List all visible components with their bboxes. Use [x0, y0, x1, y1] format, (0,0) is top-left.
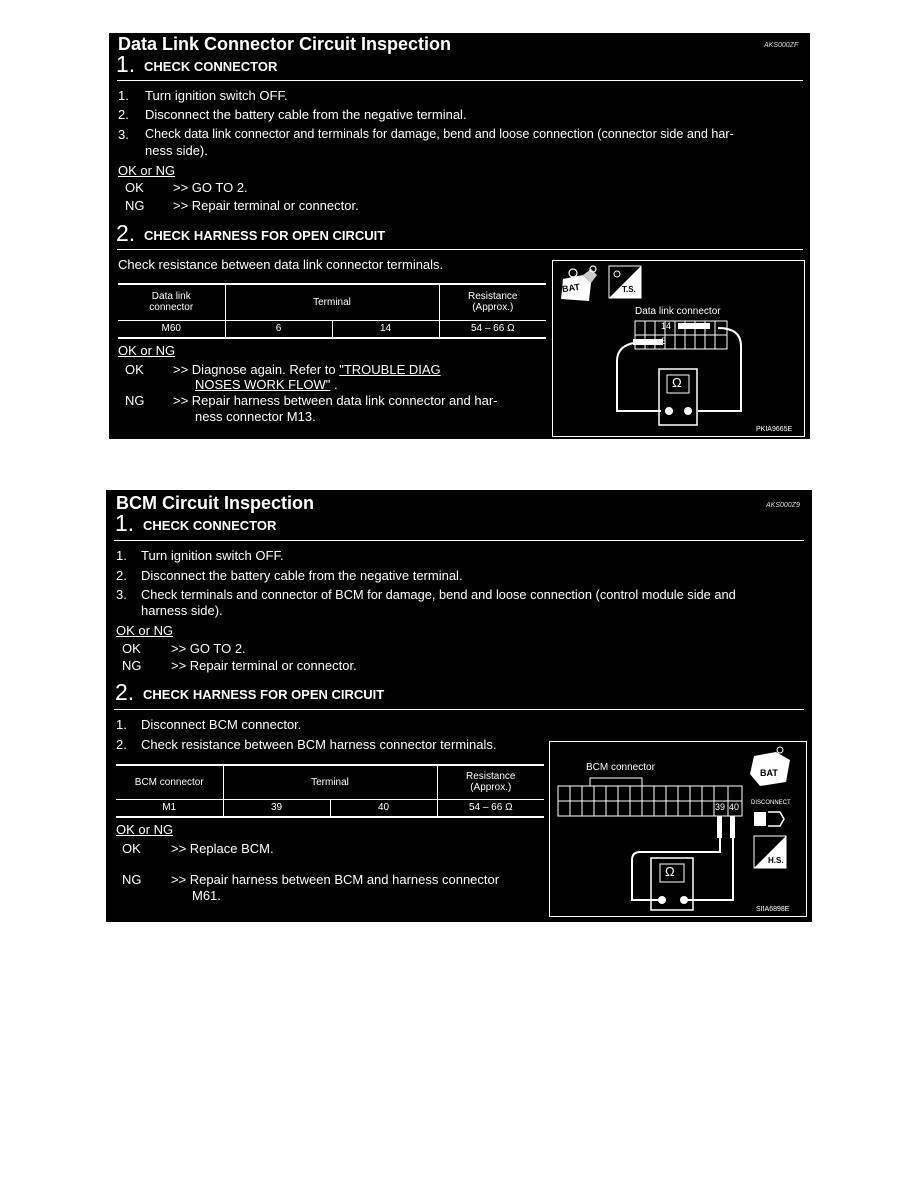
- bat-label: BAT: [760, 768, 778, 778]
- probe: [717, 816, 722, 838]
- list-item: Turn ignition switch OFF.: [145, 88, 288, 103]
- list-number: 1.: [116, 548, 127, 563]
- section-code: AKS000Z9: [766, 502, 800, 509]
- ok-or-ng-heading: OK or NG: [116, 623, 174, 638]
- ng-label: NG: [125, 198, 145, 213]
- step-title: CHECK HARNESS FOR OPEN CIRCUIT: [143, 687, 385, 702]
- bat-label: BAT: [561, 281, 581, 295]
- list-number: 3.: [118, 127, 129, 142]
- list-item: Turn ignition switch OFF.: [141, 548, 284, 563]
- connector-label: BCM connector: [586, 762, 655, 773]
- wire: [698, 328, 741, 411]
- trouble-diag-link[interactable]: "TROUBLE DIAG: [339, 362, 441, 377]
- probe: [633, 339, 663, 345]
- probe: [678, 323, 710, 329]
- ok-label: OK: [122, 641, 141, 656]
- cell-connector: M1: [116, 799, 223, 817]
- figure-code: PKIA9665E: [756, 426, 793, 433]
- battery-icon: [750, 747, 790, 786]
- step-number: 2.: [115, 679, 135, 705]
- divider: [114, 709, 804, 710]
- ok-or-ng-heading: OK or NG: [118, 343, 176, 358]
- instruction: Check resistance between data link connector terminals.: [118, 257, 444, 272]
- connector-label: Data link connector: [635, 306, 721, 317]
- list-item: Disconnect the battery cable from the negative terminal.: [145, 107, 467, 122]
- ng-action: >> Repair terminal or connector.: [171, 658, 357, 673]
- cell-terminal-a: 6: [225, 320, 332, 338]
- pin-label: 6: [661, 336, 667, 346]
- cell-terminal-b: 40: [330, 799, 437, 817]
- probe: [730, 816, 735, 838]
- ok-action: >> Replace BCM.: [171, 841, 274, 856]
- header-resistance: Resistance (Approx.): [439, 284, 546, 320]
- header-terminal: Terminal: [225, 284, 439, 320]
- ok-action: >> Diagnose again. Refer to "TROUBLE DIAG: [173, 362, 441, 377]
- disconnect-icon: [754, 812, 784, 826]
- step-number: 1.: [115, 510, 135, 536]
- wire: [617, 342, 661, 411]
- list-item: Check resistance between BCM harness connector terminals.: [141, 737, 497, 752]
- ts-label: T.S.: [622, 285, 636, 294]
- cell-connector: M60: [118, 320, 225, 338]
- figure-code: SIIA6898E: [756, 906, 790, 913]
- list-number: 3.: [116, 587, 127, 602]
- divider: [117, 80, 803, 81]
- pin-label: 40: [729, 802, 740, 812]
- ng-action-cont: ness connector M13.: [195, 409, 316, 424]
- ok-action-cont: NOSES WORK FLOW" .: [195, 377, 338, 392]
- trouble-diag-link[interactable]: NOSES WORK FLOW": [195, 377, 331, 392]
- ok-action: >> GO TO 2.: [173, 180, 248, 195]
- disconnect-label: DISCONNECT: [751, 800, 791, 806]
- section-title: BCM Circuit Inspection: [116, 493, 315, 513]
- step-title: CHECK CONNECTOR: [144, 59, 278, 74]
- ok-or-ng-heading: OK or NG: [116, 822, 174, 837]
- pin-label: 14: [661, 321, 672, 331]
- list-item: Check data link connector and terminals for damage, bend and loose connection (connector side and har-: [145, 127, 734, 141]
- ohm-symbol: Ω: [665, 864, 675, 879]
- ng-action-cont: M61.: [192, 888, 221, 903]
- cell-terminal-a: 39: [223, 799, 330, 817]
- ng-label: NG: [125, 393, 145, 408]
- divider: [117, 249, 803, 250]
- pin-label: 39: [715, 802, 726, 812]
- list-number: 1.: [116, 717, 127, 732]
- ng-action: >> Repair terminal or connector.: [173, 198, 359, 213]
- list-number: 1.: [118, 88, 129, 103]
- bcm-circuit-section: [106, 490, 812, 922]
- list-item: Disconnect the battery cable from the negative terminal.: [141, 568, 463, 583]
- data-link-connector-section: [109, 33, 810, 439]
- hs-label: H.S.: [768, 856, 784, 865]
- ok-label: OK: [125, 180, 144, 195]
- ok-action: >> GO TO 2.: [171, 641, 246, 656]
- list-item-cont: harness side).: [141, 603, 223, 618]
- step-title: CHECK CONNECTOR: [143, 518, 277, 533]
- step-title: CHECK HARNESS FOR OPEN CIRCUIT: [144, 228, 386, 243]
- ng-label: NG: [122, 658, 142, 673]
- ok-label: OK: [125, 362, 144, 377]
- header-terminal: Terminal: [223, 765, 437, 799]
- ohm-symbol: Ω: [672, 375, 682, 390]
- header-connector: BCM connector: [116, 765, 223, 799]
- wiring-figure: [552, 260, 805, 437]
- list-number: 2.: [118, 107, 129, 122]
- cell-resistance: 54 – 66 Ω: [439, 320, 546, 338]
- cell-resistance: 54 – 66 Ω: [437, 799, 544, 817]
- list-number: 2.: [116, 737, 127, 752]
- resistance-table: [116, 764, 544, 818]
- header-connector: Data link connector: [118, 284, 225, 320]
- step-number: 1.: [116, 51, 136, 77]
- resistance-table: [118, 283, 546, 339]
- ng-action: >> Repair harness between BCM and harness connector: [171, 872, 500, 887]
- list-item-cont: ness side).: [145, 143, 208, 158]
- section-code: AKS000ZF: [764, 42, 799, 49]
- step-number: 2.: [116, 220, 136, 246]
- header-resistance: Resistance (Approx.): [437, 765, 544, 799]
- ok-label: OK: [122, 841, 141, 856]
- ng-label: NG: [122, 872, 142, 887]
- list-number: 2.: [116, 568, 127, 583]
- cell-terminal-b: 14: [332, 320, 439, 338]
- ok-or-ng-heading: OK or NG: [118, 163, 176, 178]
- list-item: Check terminals and connector of BCM for damage, bend and loose connection (control module side and: [141, 587, 736, 602]
- wiring-figure: [549, 741, 807, 917]
- wire: [632, 838, 720, 900]
- section-title: Data Link Connector Circuit Inspection: [118, 34, 452, 54]
- figure-drawing: [553, 261, 804, 436]
- ng-action: >> Repair harness between data link connector and har-: [173, 393, 498, 408]
- divider: [114, 540, 804, 541]
- list-item: Disconnect BCM connector.: [141, 717, 302, 732]
